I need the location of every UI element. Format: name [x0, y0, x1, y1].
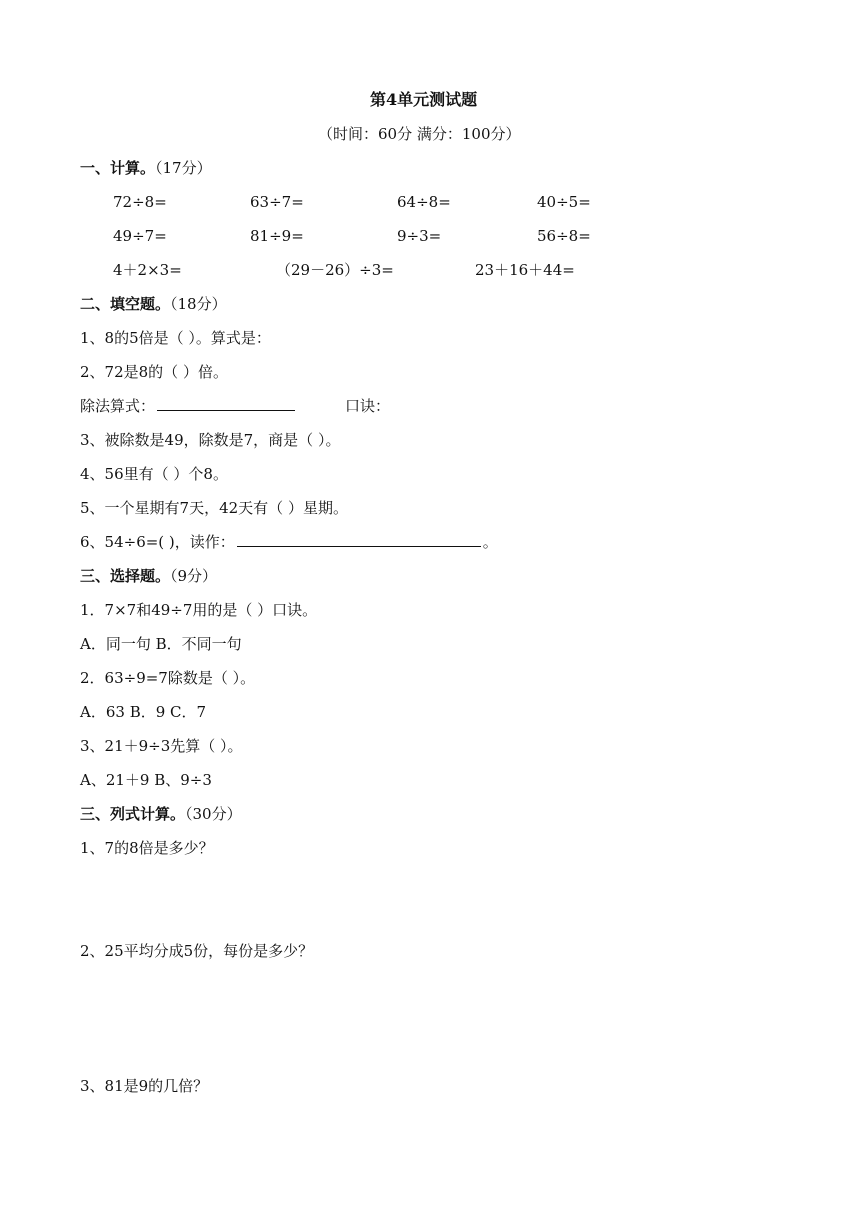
koujue-label: 口诀： [345, 397, 391, 415]
choice-options-2: A．63 B．9 C．7 [80, 703, 207, 721]
section4-points: （30分） [185, 805, 242, 823]
fill-question-3: 3、被除数是49，除数是7，商是（ ）。 [80, 431, 341, 449]
calc-item: 56÷8= [537, 227, 591, 245]
section1-label: 一、计算。 [80, 159, 156, 177]
calc-item: 40÷5= [537, 193, 591, 211]
calc-item: 64÷8= [397, 193, 451, 211]
answer-blank[interactable] [237, 532, 481, 547]
calc-item: 63÷7= [250, 193, 304, 211]
section3-label: 三、选择题。 [80, 567, 171, 585]
section3-heading [80, 566, 217, 586]
section2-points: （18分） [170, 295, 227, 313]
choice-question-3: 3、21＋9÷3先算（ ）。 [80, 737, 243, 755]
calc-item: 4＋2×3= [113, 261, 182, 279]
q6-suffix: 。 [482, 533, 498, 551]
calc-item: （29－26）÷3= [276, 261, 394, 279]
section1-points: （17分） [155, 159, 212, 177]
word-problem-3: 3、81是9的几倍？ [80, 1077, 209, 1095]
page-subtitle: （时间：60分 满分：100分） [318, 125, 521, 143]
word-problem-2: 2、25平均分成5份，每份是多少？ [80, 942, 314, 960]
answer-blank[interactable] [157, 396, 295, 411]
section4-label: 三、列式计算。 [80, 805, 186, 823]
fill-question-6 [80, 532, 498, 552]
page-title: 第4单元测试题 [370, 90, 478, 109]
section2-label: 二、填空题。 [80, 295, 171, 313]
formula-label: 除法算式： [80, 397, 156, 415]
choice-options-1: A．同一句 B．不同一句 [80, 635, 242, 653]
choice-question-2: 2．63÷9=7除数是（ ）。 [80, 669, 256, 687]
section3-points: （9分） [170, 567, 218, 585]
calc-item: 49÷7= [113, 227, 167, 245]
fill-question-1: 1、8的5倍是（ ）。算式是： [80, 329, 271, 347]
choice-question-1: 1．7×7和49÷7用的是（ ）口诀。 [80, 601, 318, 619]
fill-question-2-formula [80, 396, 297, 416]
choice-options-3: A、21＋9 B、9÷3 [80, 771, 212, 789]
calc-item: 9÷3= [397, 227, 442, 245]
calc-item: 72÷8= [113, 193, 167, 211]
q6-prefix: 6、54÷6=( )，读作： [80, 533, 235, 551]
calc-item: 81÷9= [250, 227, 304, 245]
word-problem-1: 1、7的8倍是多少？ [80, 839, 214, 857]
section1-heading [80, 158, 212, 178]
section2-heading [80, 294, 227, 314]
fill-question-5: 5、一个星期有7天，42天有（ ）星期。 [80, 499, 348, 517]
section4-heading [80, 804, 242, 824]
calc-item: 23＋16＋44= [475, 261, 575, 279]
fill-question-4: 4、56里有（ ）个8。 [80, 465, 228, 483]
fill-question-2: 2、72是8的（ ）倍。 [80, 363, 228, 381]
